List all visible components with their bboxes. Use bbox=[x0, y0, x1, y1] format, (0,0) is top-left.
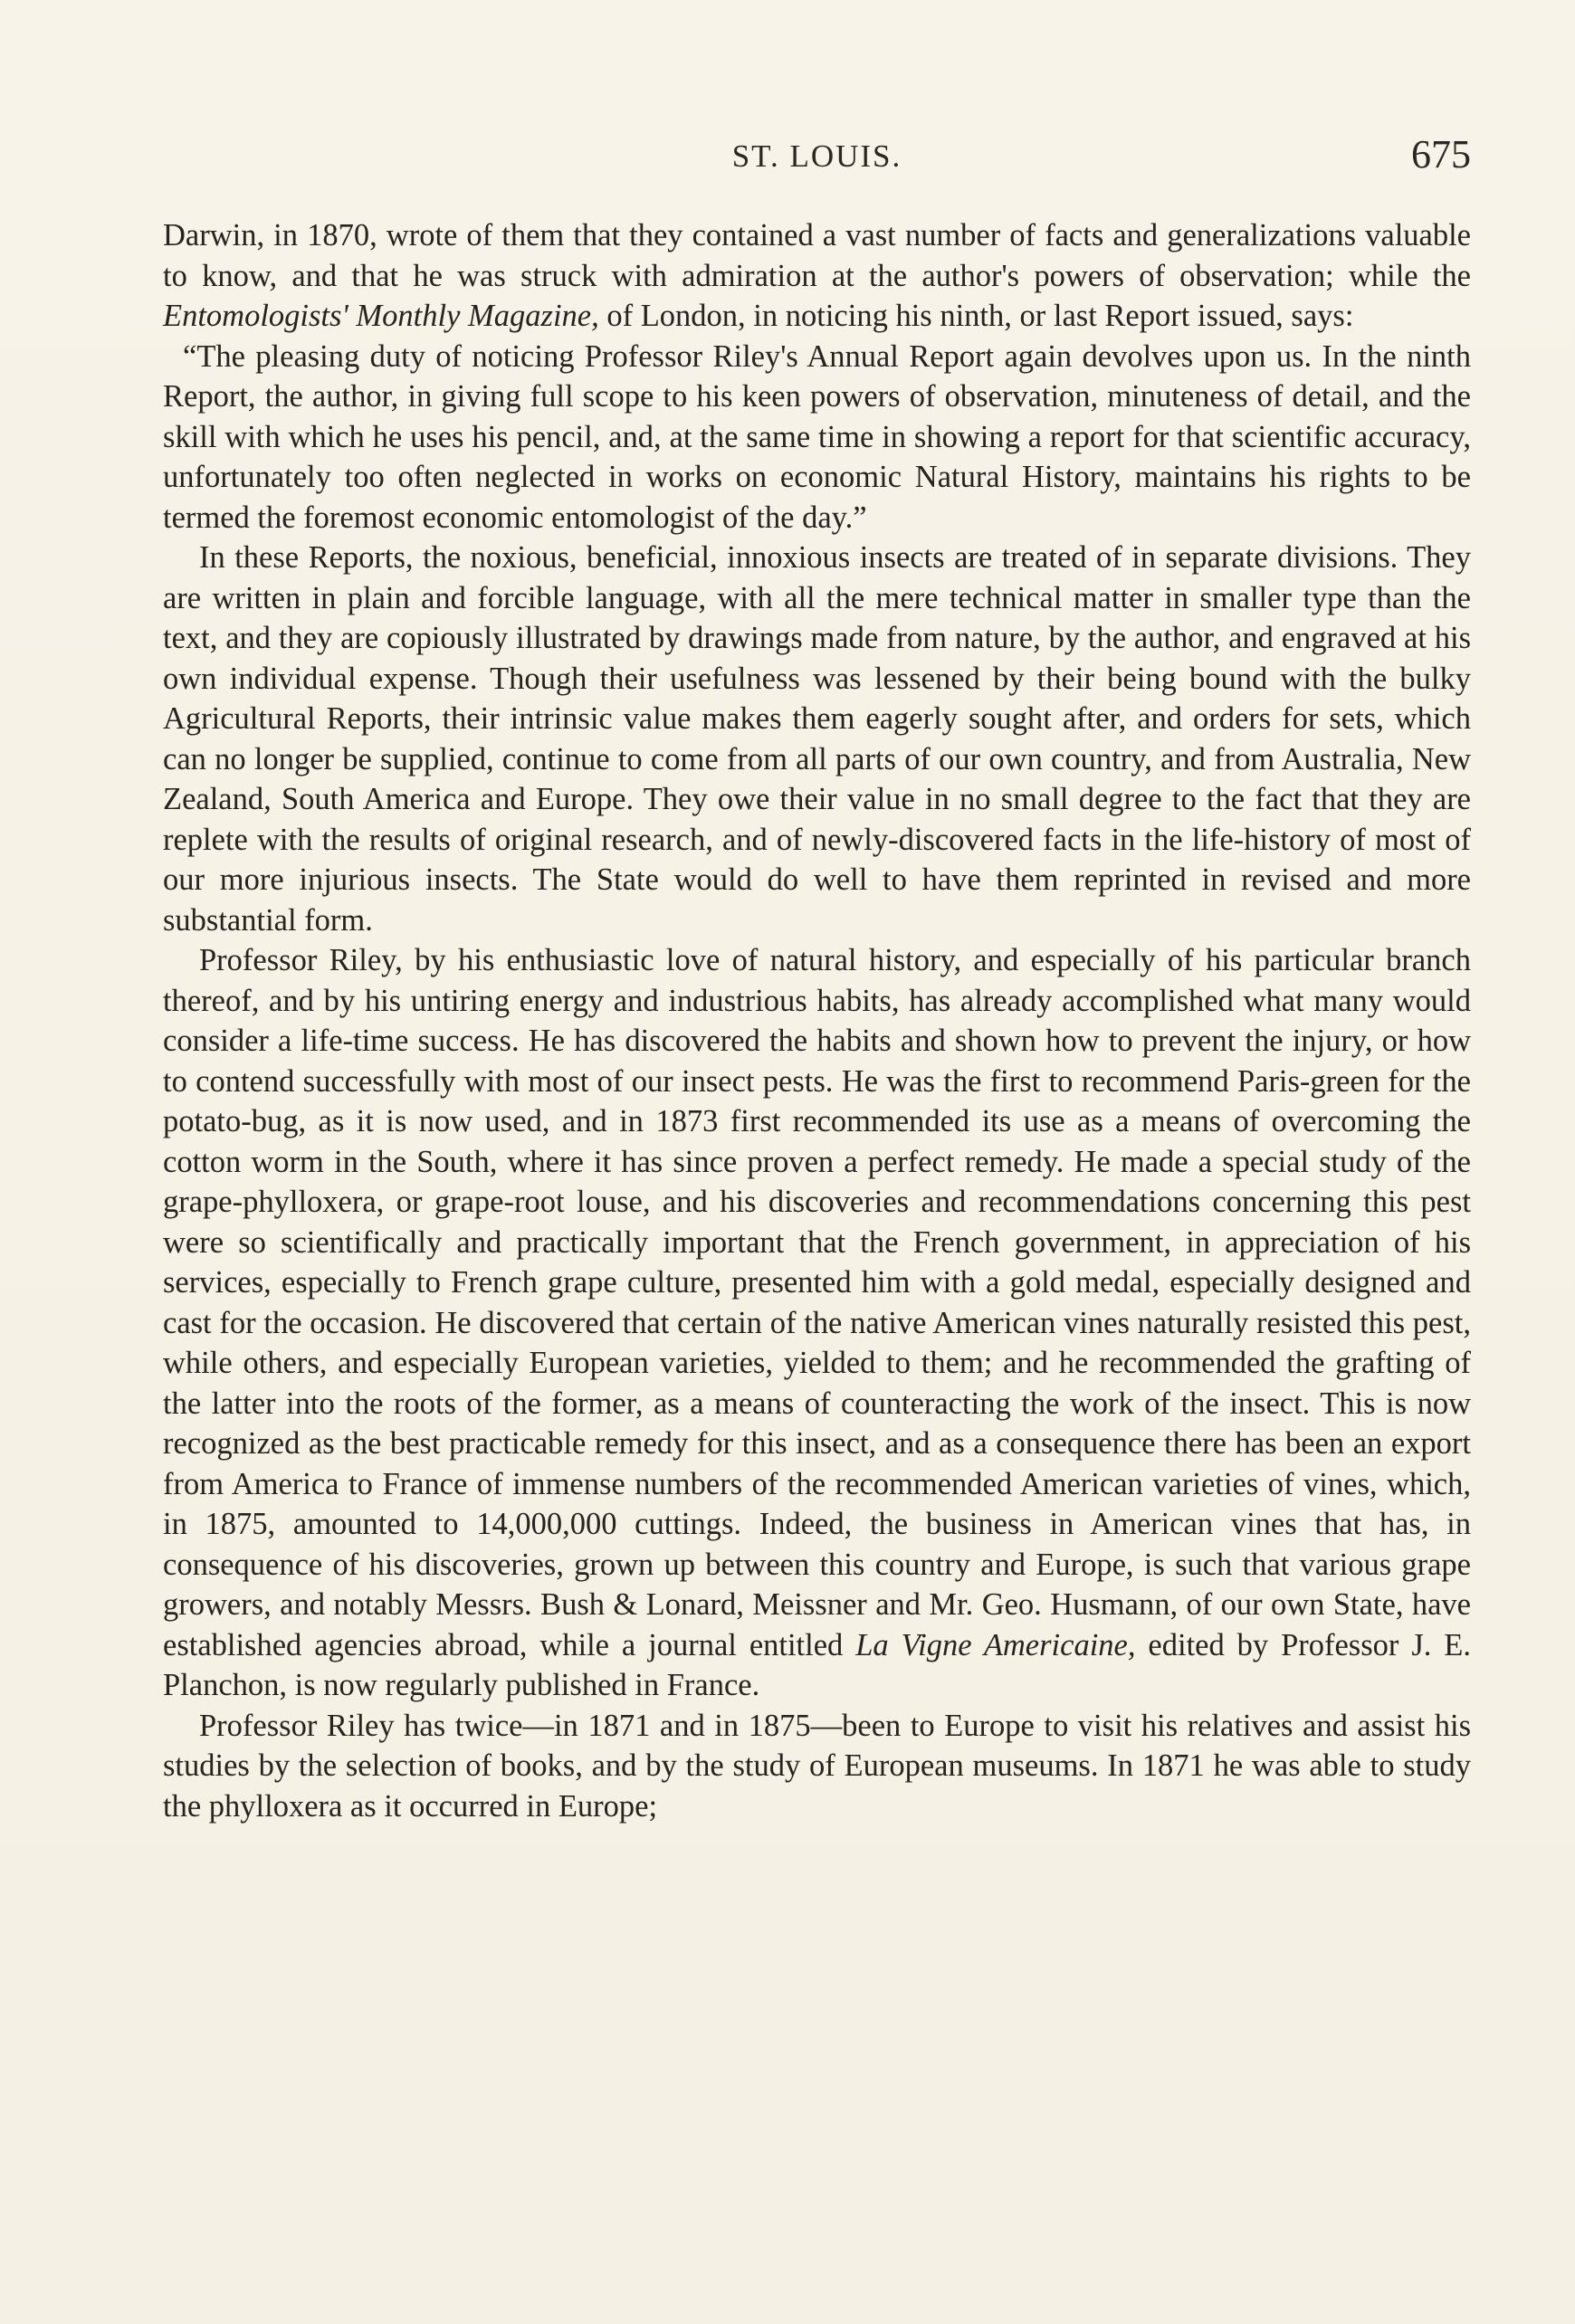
running-title: ST. LOUIS. bbox=[731, 138, 902, 174]
body-text bbox=[163, 215, 1471, 1826]
running-head bbox=[163, 131, 1471, 186]
paragraph-europe-visits: Professor Riley has twice—in 1871 and in 1875—been to Europe to visit his relatives and assist his studies by the selection of books, and by the study of European museums. In 1871 he was able to study the phylloxera as it occurred in Europe; bbox=[163, 1708, 1471, 1824]
paragraph-reports: In these Reports, the noxious, beneficial, innoxious insects are treated of in separate divisions. They are written in plain and forcible language, with all the mere technical matter in smaller type than the text, and they are copiously illustrated by drawings made from nature, by the author, and engraved at his own individual expense. Though their usefulness was lessened by their being bound with the bulky Agricultural Reports, their intrinsic value makes them eagerly sought after, and orders for sets, which can no longer be supplied, continue to come from all parts of our own country, and from Australia, New Zealand, South America and Europe. They owe their value in no small degree to the fact that they are replete with the results of original research, and of newly-discovered facts in the life-history of most of our more injurious insects. The State would do well to have them reprinted in revised and more substantial form. bbox=[163, 540, 1471, 938]
magazine-title: Entomologists' Monthly Magazine, bbox=[163, 299, 599, 333]
paragraph-riley-accomplishments bbox=[163, 940, 1471, 1706]
paragraph-text: edited by Professor J. E. Planchon, is now regularly published in France. bbox=[163, 1627, 1472, 1702]
paragraph-darwin bbox=[163, 215, 1471, 337]
journal-title: La Vigne Americaine, bbox=[855, 1627, 1136, 1662]
page-number: 675 bbox=[1411, 132, 1471, 176]
paragraph-quotation: “The pleasing duty of noticing Professor Riley's Annual Report again devolves upon us. In the ninth Report, the author, in giving full scope to his keen powers of observation, minuteness of detail, and the skill with which he uses his pencil, and, at the same time in showing a report for that scientific accuracy, unfortunately too often neglected in works on economic Natural History, maintains his rights to be termed the foremost economic entomologist of the day.” bbox=[163, 338, 1471, 535]
paragraph-text: Professor Riley, by his enthusiastic love of natural history, and especially of his particular branch thereof, and by his untiring energy and industrious habits, has already accomplished what many would consider a life-time success. He has discovered the habits and shown how to prevent the injury, or how to contend successfully with most of our insect pests. He was the first to recommend Paris-green for the potato-bug, as it is now used, and in 1873 first recommended its use as a means of overcoming the cotton worm in the South, where it has since proven a perfect remedy. He made a special study of the grape-phylloxera, or grape-root louse, and his discoveries and recommendations concerning this pest were so scientifically and practically important that the French government, in appreciation of his services, especially to French grape culture, presented him with a gold medal, especially designed and cast for the occasion. He discovered that certain of the native American vines naturally resisted this pest, while others, and especially European varieties, yielded to them; and he recommended the grafting of the latter into the roots of the former, as a means of counteracting the work of the insect. This is now recognized as the best practicable remedy for this insect, and as a consequence there has been an export from America to France of immense numbers of the recommended American varieties of vines, which, in 1875, amounted to 14,000,000 cuttings. Indeed, the business in American vines that has, in consequence of his discoveries, grown up between this country and Europe, is such that various grape growers, and notably Messrs. Bush & Lonard, Meissner and Mr. Geo. Husmann, of our own State, have established agencies abroad, while a journal entitled bbox=[163, 943, 1471, 1662]
paragraph-text: Darwin, in 1870, wrote of them that they contained a vast number of facts and generalizations valuable to know, and that he was struck with admiration at the author's powers of observation; while the bbox=[163, 218, 1471, 293]
paragraph-text: of London, in noticing his ninth, or last Report issued, says: bbox=[598, 299, 1354, 333]
